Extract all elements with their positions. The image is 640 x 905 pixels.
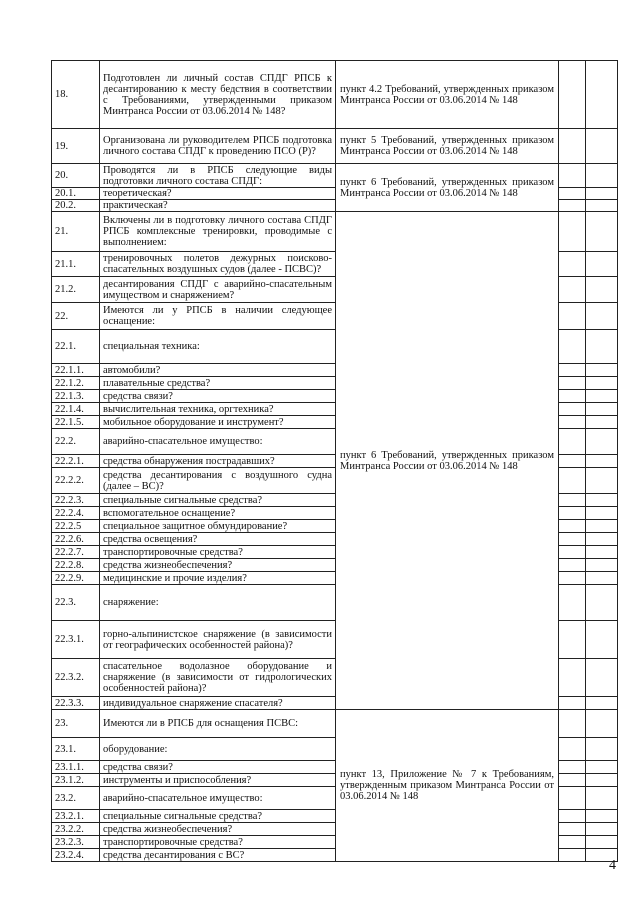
- row-number: 22.2.8.: [52, 559, 100, 572]
- answer-cell: [559, 403, 586, 416]
- answer-cell: [559, 507, 586, 520]
- question-text: средства жизнеобеспечения?: [100, 823, 336, 836]
- question-text: средства связи?: [100, 761, 336, 774]
- question-text: вычислительная техника, оргтехника?: [100, 403, 336, 416]
- question-text: аварийно-спасательное имущество:: [100, 429, 336, 455]
- row-number: 21.: [52, 212, 100, 252]
- comment-cell: [586, 659, 618, 697]
- row-number: 22.2.5: [52, 520, 100, 533]
- row-number: 22.3.: [52, 585, 100, 621]
- question-text: тренировочных полетов дежурных поисково-спасательных воздушных судов (далее - ПСВС)?: [100, 252, 336, 277]
- row-number: 22.2.1.: [52, 455, 100, 468]
- answer-cell: [559, 533, 586, 546]
- table-row: [52, 212, 618, 252]
- answer-cell: [559, 787, 586, 810]
- row-number: 23.2.1.: [52, 810, 100, 823]
- comment-cell: [586, 621, 618, 659]
- row-number: 22.3.2.: [52, 659, 100, 697]
- question-text: десантирования СПДГ с аварийно-спасательным имуществом и снаряжением?: [100, 277, 336, 303]
- row-number: 22.2.: [52, 429, 100, 455]
- question-text: транспортировочные средства?: [100, 836, 336, 849]
- comment-cell: [586, 61, 618, 129]
- answer-cell: [559, 823, 586, 836]
- question-text: специальная техника:: [100, 330, 336, 364]
- answer-cell: [559, 585, 586, 621]
- row-number: 22.2.2.: [52, 468, 100, 494]
- row-number: 23.2.4.: [52, 849, 100, 862]
- question-text: средства десантирования с ВС?: [100, 849, 336, 862]
- row-number: 22.3.1.: [52, 621, 100, 659]
- question-text: медицинские и прочие изделия?: [100, 572, 336, 585]
- answer-cell: [559, 129, 586, 164]
- comment-cell: [586, 277, 618, 303]
- answer-cell: [559, 303, 586, 330]
- comment-cell: [586, 810, 618, 823]
- comment-cell: [586, 455, 618, 468]
- comment-cell: [586, 429, 618, 455]
- comment-cell: [586, 164, 618, 188]
- question-text: специальные сигнальные средства?: [100, 494, 336, 507]
- comment-cell: [586, 403, 618, 416]
- answer-cell: [559, 836, 586, 849]
- row-number: 22.1.2.: [52, 377, 100, 390]
- comment-cell: [586, 533, 618, 546]
- row-number: 21.2.: [52, 277, 100, 303]
- comment-cell: [586, 364, 618, 377]
- row-number: 22.3.3.: [52, 697, 100, 710]
- comment-cell: [586, 494, 618, 507]
- answer-cell: [559, 468, 586, 494]
- answer-cell: [559, 621, 586, 659]
- answer-cell: [559, 61, 586, 129]
- question-text: плавательные средства?: [100, 377, 336, 390]
- row-number: 23.1.1.: [52, 761, 100, 774]
- legal-reference: пункт 6 Требований, утвержденных приказом Минтранса России от 03.06.2014 № 148: [336, 212, 559, 710]
- row-number: 23.1.: [52, 738, 100, 761]
- answer-cell: [559, 559, 586, 572]
- answer-cell: [559, 455, 586, 468]
- question-text: горно-альпинистское снаряжение (в зависимости от географических особенностей района)?: [100, 621, 336, 659]
- comment-cell: [586, 572, 618, 585]
- question-text: снаряжение:: [100, 585, 336, 621]
- comment-cell: [586, 303, 618, 330]
- answer-cell: [559, 520, 586, 533]
- question-text: специальные сигнальные средства?: [100, 810, 336, 823]
- answer-cell: [559, 390, 586, 403]
- row-number: 21.1.: [52, 252, 100, 277]
- row-number: 20.: [52, 164, 100, 188]
- comment-cell: [586, 774, 618, 787]
- row-number: 22.2.3.: [52, 494, 100, 507]
- legal-reference: пункт 6 Требований, утвержденных приказом Минтранса России от 03.06.2014 № 148: [336, 164, 559, 212]
- row-number: 18.: [52, 61, 100, 129]
- comment-cell: [586, 697, 618, 710]
- comment-cell: [586, 787, 618, 810]
- comment-cell: [586, 416, 618, 429]
- row-number: 22.2.7.: [52, 546, 100, 559]
- comment-cell: [586, 559, 618, 572]
- question-text: Включены ли в подготовку личного состава СПДГ РПСБ комплексные тренировки, проводимые с выполнением:: [100, 212, 336, 252]
- table-row: [52, 164, 618, 188]
- answer-cell: [559, 377, 586, 390]
- answer-cell: [559, 494, 586, 507]
- row-number: 20.2.: [52, 200, 100, 212]
- answer-cell: [559, 188, 586, 200]
- question-text: средства десантирования с воздушного судна (далее – ВС)?: [100, 468, 336, 494]
- answer-cell: [559, 200, 586, 212]
- table-row: [52, 710, 618, 738]
- comment-cell: [586, 836, 618, 849]
- question-text: мобильное оборудование и инструмент?: [100, 416, 336, 429]
- row-number: 22.2.6.: [52, 533, 100, 546]
- question-text: транспортировочные средства?: [100, 546, 336, 559]
- question-text: специальное защитное обмундирование?: [100, 520, 336, 533]
- table-row: [52, 129, 618, 164]
- question-text: спасательное водолазное оборудование и снаряжение (в зависимости от гидрологических особенностей района)?: [100, 659, 336, 697]
- question-text: индивидуальное снаряжение спасателя?: [100, 697, 336, 710]
- row-number: 22.1.3.: [52, 390, 100, 403]
- answer-cell: [559, 659, 586, 697]
- question-text: средства жизнеобеспечения?: [100, 559, 336, 572]
- question-text: средства связи?: [100, 390, 336, 403]
- row-number: 22.1.: [52, 330, 100, 364]
- comment-cell: [586, 252, 618, 277]
- comment-cell: [586, 520, 618, 533]
- question-text: средства обнаружения пострадавших?: [100, 455, 336, 468]
- answer-cell: [559, 416, 586, 429]
- question-text: автомобили?: [100, 364, 336, 377]
- row-number: 22.1.4.: [52, 403, 100, 416]
- answer-cell: [559, 738, 586, 761]
- question-text: Имеются ли у РПСБ в наличии следующее оснащение:: [100, 303, 336, 330]
- comment-cell: [586, 507, 618, 520]
- table-row: [52, 61, 618, 129]
- question-text: практическая?: [100, 200, 336, 212]
- answer-cell: [559, 277, 586, 303]
- comment-cell: [586, 738, 618, 761]
- answer-cell: [559, 761, 586, 774]
- checklist-table: [51, 60, 618, 862]
- answer-cell: [559, 330, 586, 364]
- comment-cell: [586, 585, 618, 621]
- answer-cell: [559, 697, 586, 710]
- comment-cell: [586, 710, 618, 738]
- row-number: 23.2.: [52, 787, 100, 810]
- row-number: 20.1.: [52, 188, 100, 200]
- answer-cell: [559, 572, 586, 585]
- question-text: Проводятся ли в РПСБ следующие виды подготовки личного состава СПДГ:: [100, 164, 336, 188]
- row-number: 22.2.9.: [52, 572, 100, 585]
- answer-cell: [559, 364, 586, 377]
- page-number: 4: [609, 858, 616, 873]
- question-text: оборудование:: [100, 738, 336, 761]
- comment-cell: [586, 330, 618, 364]
- comment-cell: [586, 390, 618, 403]
- comment-cell: [586, 468, 618, 494]
- question-text: средства освещения?: [100, 533, 336, 546]
- row-number: 22.1.1.: [52, 364, 100, 377]
- comment-cell: [586, 188, 618, 200]
- question-text: Имеются ли в РПСБ для оснащения ПСВС:: [100, 710, 336, 738]
- comment-cell: [586, 546, 618, 559]
- answer-cell: [559, 849, 586, 862]
- row-number: 19.: [52, 129, 100, 164]
- answer-cell: [559, 212, 586, 252]
- comment-cell: [586, 212, 618, 252]
- comment-cell: [586, 129, 618, 164]
- answer-cell: [559, 429, 586, 455]
- question-text: аварийно-спасательное имущество:: [100, 787, 336, 810]
- answer-cell: [559, 810, 586, 823]
- row-number: 22.1.5.: [52, 416, 100, 429]
- question-text: инструменты и приспособления?: [100, 774, 336, 787]
- comment-cell: [586, 823, 618, 836]
- question-text: теоретическая?: [100, 188, 336, 200]
- legal-reference: пункт 5 Требований, утвержденных приказом Минтранса России от 03.06.2014 № 148: [336, 129, 559, 164]
- answer-cell: [559, 546, 586, 559]
- row-number: 22.2.4.: [52, 507, 100, 520]
- question-text: Организована ли руководителем РПСБ подготовка личного состава СПДГ к проведению ПСО (Р)?: [100, 129, 336, 164]
- answer-cell: [559, 252, 586, 277]
- row-number: 23.2.2.: [52, 823, 100, 836]
- comment-cell: [586, 377, 618, 390]
- comment-cell: [586, 761, 618, 774]
- legal-reference: пункт 13, Приложение № 7 к Требованиям, утвержденным приказом Минтранса России от 03.06.2014 № 148: [336, 710, 559, 862]
- legal-reference: пункт 4.2 Требований, утвержденных приказом Минтранса России от 03.06.2014 № 148: [336, 61, 559, 129]
- row-number: 23.1.2.: [52, 774, 100, 787]
- answer-cell: [559, 774, 586, 787]
- comment-cell: [586, 200, 618, 212]
- row-number: 23.2.3.: [52, 836, 100, 849]
- question-text: Подготовлен ли личный состав СПДГ РПСБ к десантированию к месту бедствия в соответствии с Требованиями, утвержденными приказом Минтранса России от 03.06.2014 № 148?: [100, 61, 336, 129]
- row-number: 23.: [52, 710, 100, 738]
- question-text: вспомогательное оснащение?: [100, 507, 336, 520]
- answer-cell: [559, 164, 586, 188]
- row-number: 22.: [52, 303, 100, 330]
- answer-cell: [559, 710, 586, 738]
